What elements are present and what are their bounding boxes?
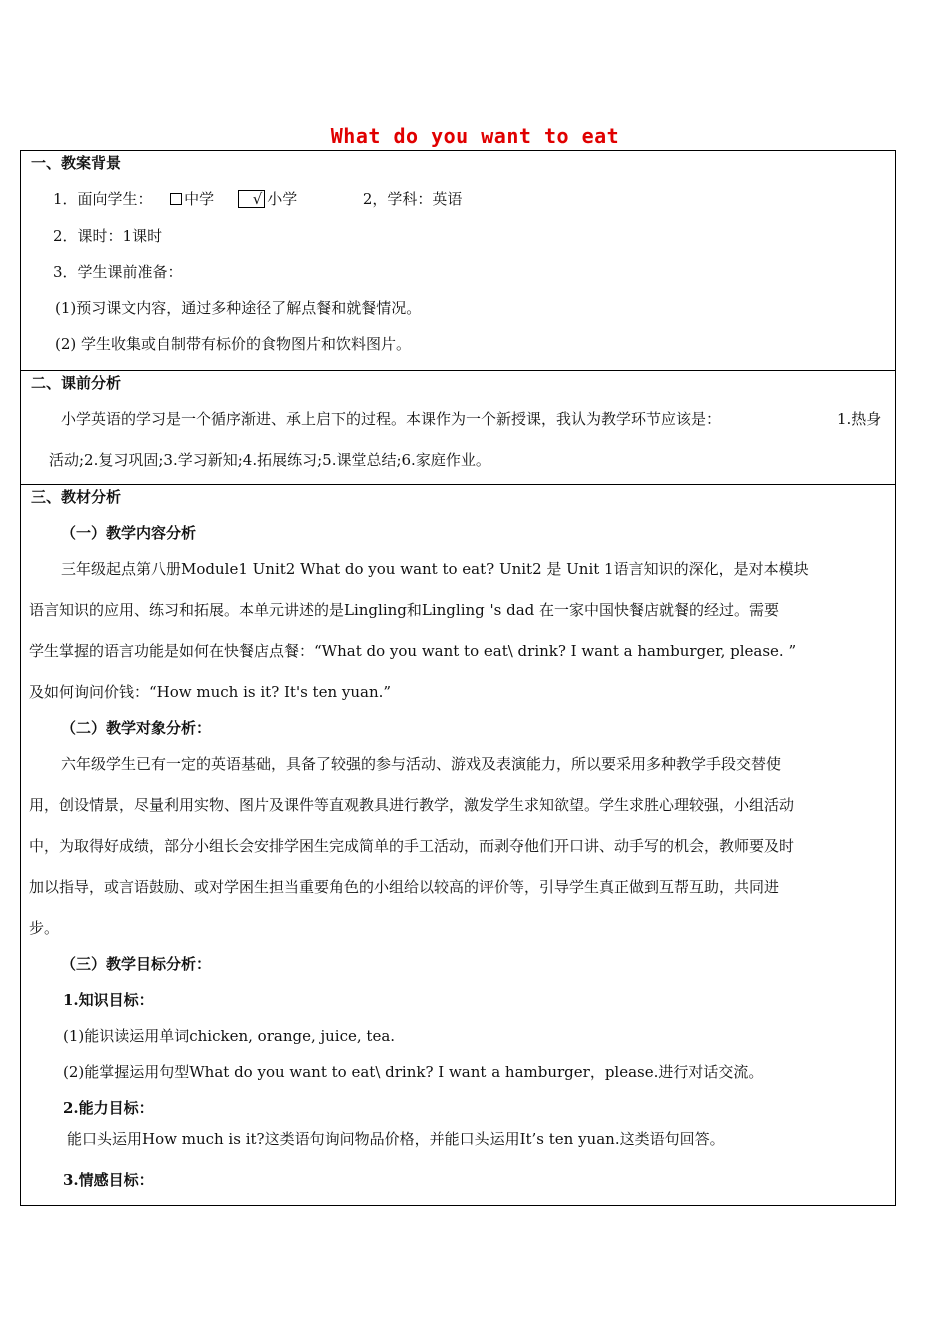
goal-heading: 3.情感目标： (63, 1171, 154, 1189)
content-line: 三年级起点第八册Module1 Unit2 What do you want to eat? Unit2 是 Unit 1语言知识的深化，是对本模块 (61, 560, 809, 578)
analysis-paragraph-tail: 1.热身 (837, 410, 882, 428)
content-line: 语言知识的应用、练习和拓展。本单元讲述的是Lingling和Lingling 's dad 在一家中国快餐店就餐的经过。需要 (29, 601, 780, 619)
document-title: What do you want to eat (330, 124, 620, 148)
section-background (21, 151, 895, 371)
subject-label: 2，学科：英语 (362, 190, 463, 208)
content-line: 加以指导，或言语鼓励、或对学困生担当重要角色的小组给以较高的评价等，引导学生真正做到互帮互助，共同进 (29, 878, 780, 896)
section-heading: 二、课前分析 (31, 374, 122, 392)
subsection-heading: （三）教学目标分析： (61, 955, 212, 973)
content-line: 中，为取得好成绩，部分小组长会安排学困生完成简单的手工活动，而剥夺他们开口讲、动手写的机会，教师要及时 (29, 837, 795, 855)
middle-school-checkbox (170, 193, 182, 205)
content-line: 学生掌握的语言功能是如何在快餐店点餐：“What do you want to eat\ drink? I want a hamburger, please. ” (29, 642, 797, 660)
content-line: 六年级学生已有一定的英语基础，具备了较强的参与活动、游戏及表演能力，所以要采用多种教学手段交替使 (61, 755, 782, 773)
class-hours: 2．课时：1课时 (53, 227, 163, 245)
prep-heading: 3．学生课前准备： (53, 263, 183, 281)
content-line: 用，创设情景，尽量利用实物、图片及课件等直观教具进行教学，激发学生求知欲望。学生求胜心理较强，小组活动 (29, 796, 795, 814)
goal-item: (2)能掌握运用句型What do you want to eat\ drink? I want a hamburger，please.进行对话交流。 (63, 1063, 764, 1081)
goal-heading: 2.能力目标： (63, 1099, 154, 1117)
section-heading: 一、教案背景 (31, 154, 122, 172)
checkmark-icon: √ (252, 190, 263, 208)
goal-heading: 1.知识目标： (63, 991, 154, 1009)
content-line: 步。 (29, 919, 60, 937)
primary-school-checkbox (238, 190, 266, 208)
target-students-label: 1．面向学生： (53, 190, 153, 208)
subsection-heading: （二）教学对象分析： (61, 719, 212, 737)
analysis-paragraph-line: 活动;2.复习巩固;3.学习新知;4.拓展练习;5.课堂总结;6.家庭作业。 (49, 451, 491, 469)
target-students-row (53, 189, 462, 209)
goal-item: (1)能识读运用单词chicken, orange, juice, tea. (63, 1027, 396, 1045)
content-line: 及如何询问价钱：“How much is it? It's ten yuan.” (29, 683, 392, 701)
prep-item-1: (1)预习课文内容，通过多种途径了解点餐和就餐情况。 (55, 299, 422, 317)
goal-item: 能口头运用How much is it?这类语句询问物品价格，并能口头运用It’s ten yuan.这类语句回答。 (67, 1130, 725, 1148)
section-preclass-analysis (21, 371, 895, 485)
section-heading: 三、教材分析 (31, 488, 122, 506)
lesson-plan-table (20, 150, 896, 1206)
prep-item-2: (2) 学生收集或自制带有标价的食物图片和饮料图片。 (55, 335, 412, 353)
section-material-analysis (21, 485, 895, 1205)
subsection-heading: （一）教学内容分析 (61, 524, 197, 542)
middle-school-label: 中学 (184, 190, 215, 208)
primary-school-label: 小学 (267, 190, 298, 208)
analysis-paragraph-line: 小学英语的学习是一个循序渐进、承上启下的过程。本课作为一个新授课，我认为教学环节应该是： (61, 410, 722, 428)
